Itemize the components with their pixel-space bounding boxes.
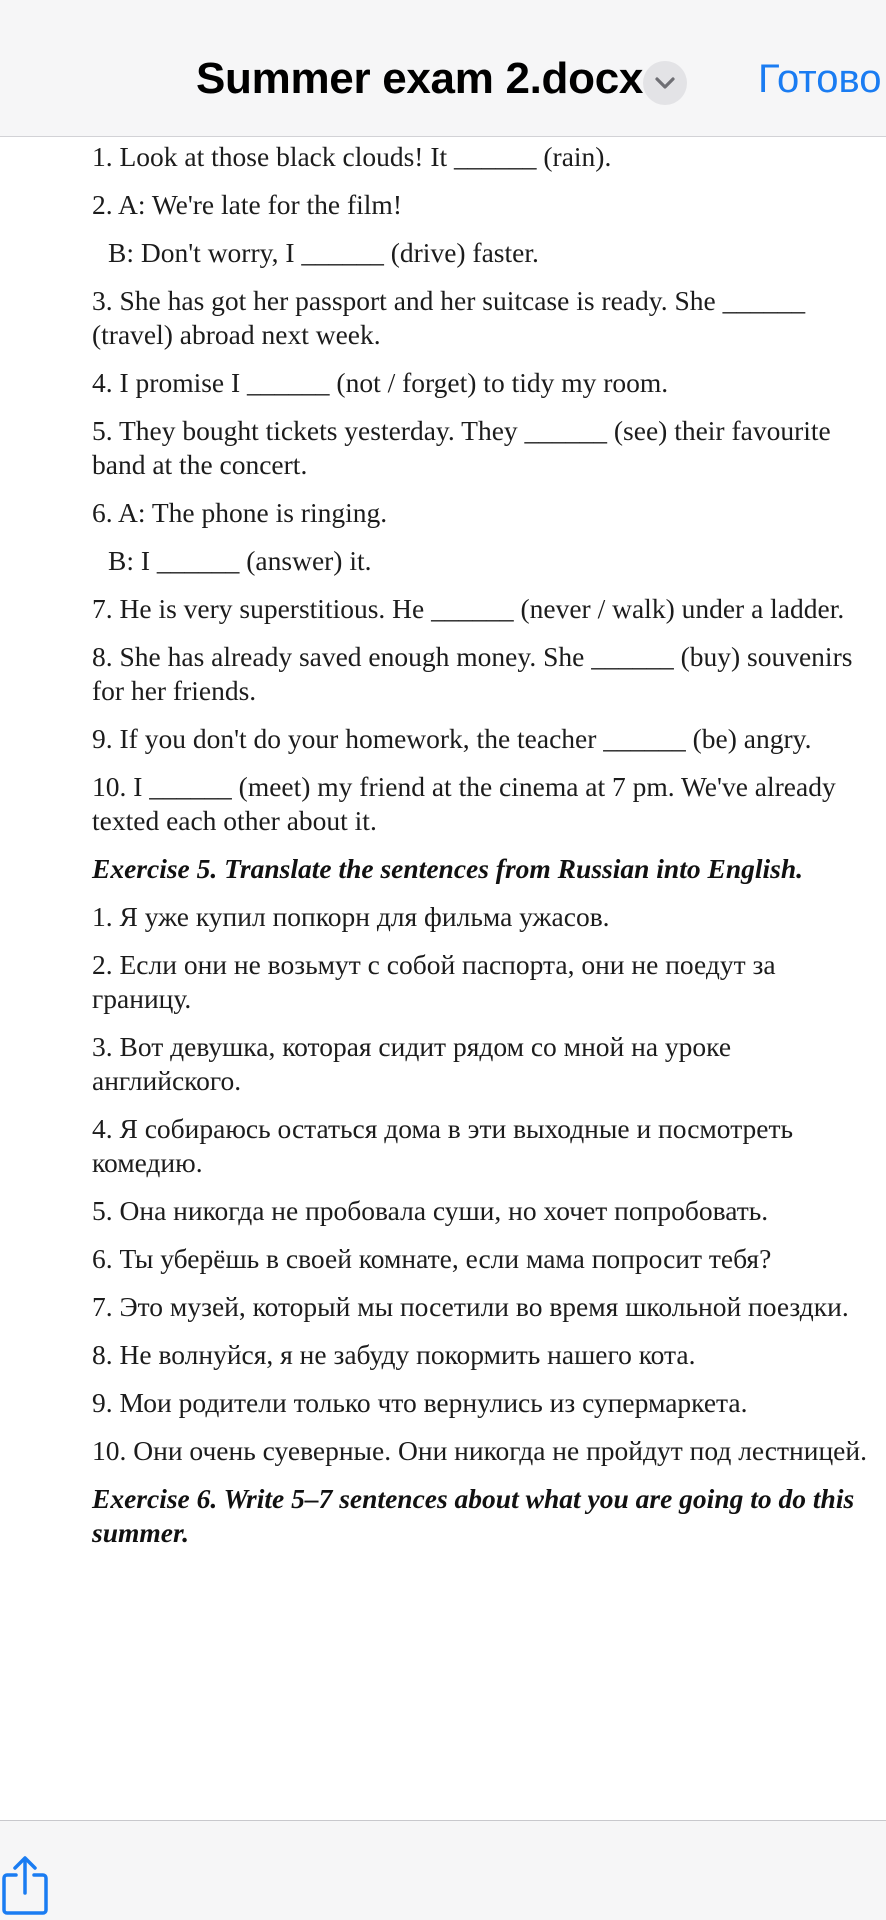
done-button[interactable]: Готово — [758, 57, 882, 101]
document-paragraph: 9. If you don't do your homework, the teacher ______ (be) angry. — [92, 723, 812, 754]
document-paragraph: 3. Вот девушка, которая сидит рядом со мной на уроке английского. — [92, 1031, 732, 1096]
document-paragraph: 7. Это музей, который мы посетили во время школьной поездки. — [92, 1291, 849, 1322]
document-paragraph: 10. Они очень суеверные. Они никогда не пройдут под лестницей. — [92, 1435, 867, 1466]
document-paragraph: 6. A: The phone is ringing. — [92, 497, 388, 528]
chevron-down-icon — [654, 74, 676, 92]
bottom-toolbar — [0, 1820, 886, 1920]
document-paragraph: 6. Ты уберёшь в своей комнате, если мама попросит тебя? — [92, 1243, 772, 1274]
document-paragraph: 1. Я уже купил попкорн для фильма ужасов. — [92, 901, 610, 932]
document-paragraph: B: I ______ (answer) it. — [108, 545, 372, 576]
document-paragraph: 7. He is very superstitious. He ______ (never / walk) under a ladder. — [92, 593, 845, 624]
document-paragraph: 8. She has already saved enough money. She ______ (buy) souvenirs for her friends. — [92, 641, 853, 706]
document-paragraph: 1. Look at those black clouds! It ______ (rain). — [92, 141, 612, 172]
title-menu-button[interactable] — [643, 61, 687, 105]
exercise-heading: Exercise 6. Write 5–7 sentences about what you are going to do this summer. — [92, 1483, 855, 1548]
document-paragraph: B: Don't worry, I ______ (drive) faster. — [108, 237, 539, 268]
document-paragraph: 5. They bought tickets yesterday. They ______ (see) their favourite band at the concert. — [92, 415, 831, 480]
document-paragraph: 8. Не волнуйся, я не забуду покормить нашего кота. — [92, 1339, 696, 1370]
navigation-bar — [0, 0, 886, 137]
document-title: Summer exam 2.docx — [196, 54, 644, 103]
document-paragraph: 4. I promise I ______ (not / forget) to tidy my room. — [92, 367, 669, 398]
document-paragraph: 9. Мои родители только что вернулись из супермаркета. — [92, 1387, 748, 1418]
document-body — [92, 140, 872, 1564]
document-paragraph: 2. Если они не возьмут с собой паспорта, они не поедут за границу. — [92, 949, 776, 1014]
document-paragraph: 2. A: We're late for the film! — [92, 189, 402, 220]
exercise-heading: Exercise 5. Translate the sentences from Russian into English. — [92, 853, 804, 884]
share-icon[interactable] — [2, 1855, 48, 1915]
document-paragraph: 10. I ______ (meet) my friend at the cinema at 7 pm. We've already texted each other about it. — [92, 771, 836, 836]
document-paragraph: 3. She has got her passport and her suitcase is ready. She ______ (travel) abroad next week. — [92, 285, 806, 350]
document-paragraph: 4. Я собираюсь остаться дома в эти выходные и посмотреть комедию. — [92, 1113, 794, 1178]
document-paragraph: 5. Она никогда не пробовала суши, но хочет попробовать. — [92, 1195, 769, 1226]
